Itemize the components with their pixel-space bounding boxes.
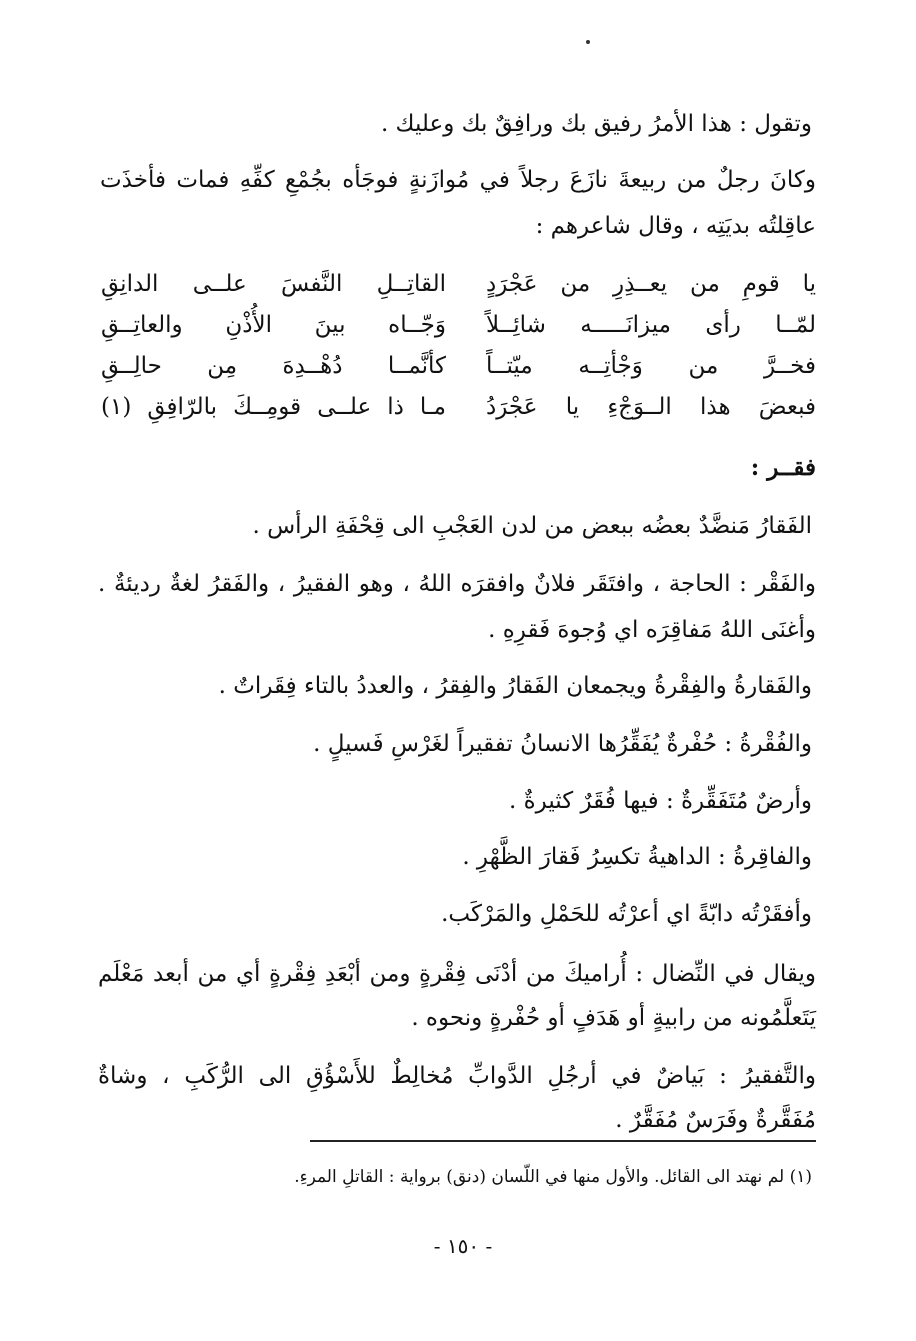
paragraph-line: وأفقَرْتُه دابّةً اي أعرْتُه للحَمْلِ والمَرْكَب. xyxy=(441,901,812,927)
paragraph-line: ويقال في النِّضال : أُراميكَ من أدْنَى فِقْرةٍ ومن أبْعَدِ فِقْرةٍ أي من أبعد مَعْلَم xyxy=(98,961,816,987)
verse-hemistich-right: فخــرَّ من وَجْأتِــه ميّتــاً xyxy=(486,353,816,379)
text-line: وكانَ رجلٌ من ربيعةَ نازَعَ رجلاً في مُوازَنةٍ فوجَأه بجُمْعِ كفِّهِ فمات فأخذَت xyxy=(100,167,816,193)
verse-hemistich-right: يا قومِ من يعــذِرِ من عَجْرَدٍ xyxy=(486,271,816,297)
text-line: وتقول : هذا الأمرُ رفيق بك ورافِقٌ بك وعليك . xyxy=(380,111,812,137)
verse-hemistich-left: مـا ذا علــى قومِــكَ بالرّافِقِ (١) xyxy=(101,394,446,420)
print-speck xyxy=(586,40,590,44)
paragraph-line: وأغنَى اللهُ مَفاقِرَه اي وُجوهَ فَقرِهِ . xyxy=(488,617,816,643)
paragraph-line: وأرضٌ مُتَفَقِّرةٌ : فيها فُقَرٌ كثيرةٌ . xyxy=(508,788,812,814)
paragraph-line: والفاقِرةُ : الداهيةُ تكسِرُ فَقارَ الظَّهْرِ . xyxy=(462,844,812,870)
paragraph-line: الفَقارُ مَنضَّدٌ بعضُه ببعض من لدن العَجْبِ الى قِحْفَةِ الرأس . xyxy=(252,513,812,539)
verse-hemistich-right: فبعضَ هذا الــوَجْءِ يا عَجْرَدُ xyxy=(486,394,816,420)
verse-hemistich-left: وَجّــاه بينَ الأُذْنِ والعاتِــقِ xyxy=(101,312,446,338)
verse-hemistich-right: لمّــا رأى ميزانَـــــه شائِــلاً xyxy=(486,312,816,338)
paragraph-line: والفَقارةُ والفِقْرةُ ويجمعان الفَقارُ والفِقرُ ، والعددُ بالتاء فِقَراتٌ . xyxy=(218,673,812,699)
footnote-divider xyxy=(310,1140,816,1142)
paragraph-line: يَتَعلَّمُونه من رابيةٍ أو هَدَفٍ أو حُفْرةٍ ونحوه . xyxy=(411,1005,816,1031)
paragraph-line: والفُقْرةُ : حُفْرةٌ يُفَقِّرُها الانسانُ تفقيراً لغَرْسِ فَسيلٍ . xyxy=(313,731,812,757)
paragraph-line: والتَّفقيرُ : بَياضٌ في أرجُلِ الدَّوابِّ مُخالِطٌ للأَسْؤُقِ الى الرُّكَبِ ، وشاةٌ xyxy=(98,1063,816,1089)
text-line: عاقِلتُه بديَتِه ، وقال شاعرهم : xyxy=(535,213,816,239)
section-heading: فقــر : xyxy=(750,454,816,481)
paragraph-line: والفَقْر : الحاجة ، وافتَقَر فلانٌ وافقرَه اللهُ ، وهو الفقيرُ ، والفَقرُ لغةٌ رديئةٌ . xyxy=(98,571,816,597)
paragraph-line: مُفَقَّرةٌ وفَرَسٌ مُفَقَّرٌ . xyxy=(615,1107,816,1133)
footnote: (١) لم نهتد الى القائل. والأول منها في اللّسان (دنق) برواية : القاتلِ المرءِ. xyxy=(294,1167,812,1187)
page-number: - ١٥٠ - xyxy=(433,1234,493,1258)
verse-hemistich-left: كأنَّمــا دُهْــدِهَ مِن حالِــقِ xyxy=(101,353,446,379)
verse-hemistich-left: القاتِــلِ النَّفسَ علــى الدانِقِ xyxy=(101,271,446,297)
